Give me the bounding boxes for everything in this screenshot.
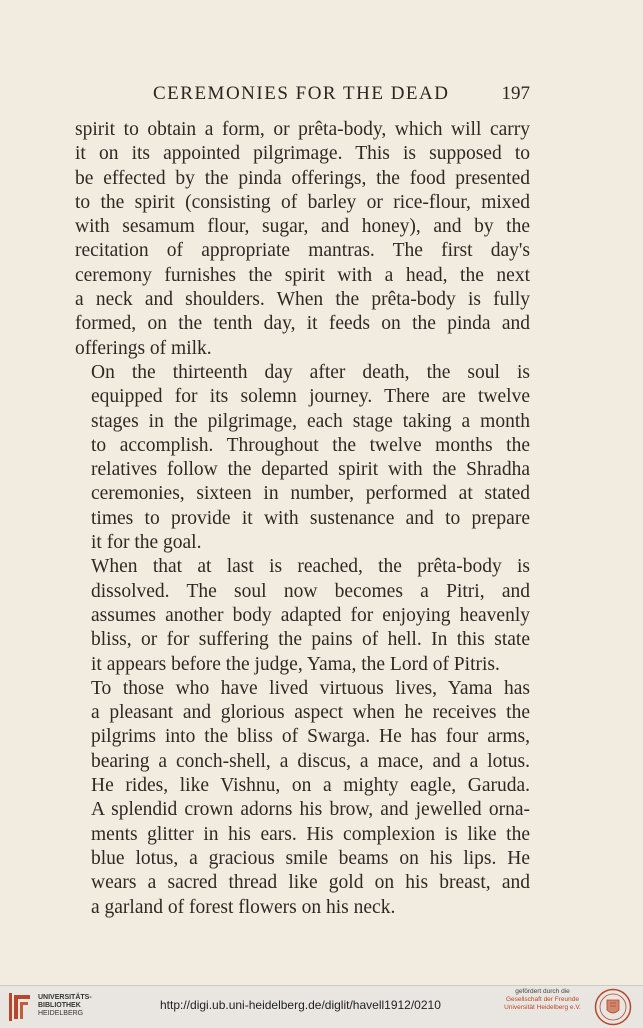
text-line: it for the goal. (91, 532, 202, 554)
text-line: to accomplish. Throughout the twelve months the (91, 434, 530, 456)
text-line: formed, on the tenth day, it feeds on the pinda and (75, 313, 530, 335)
text-line: blue lotus, a gracious smile beams on his lips. He (91, 847, 530, 869)
text-line: assumes another body adapted for enjoying heavenly (91, 604, 530, 626)
text-line: recitation of appropriate mantras. The first day's (75, 240, 530, 262)
library-name-line: BIBLIOTHEK (38, 1002, 81, 1009)
library-name-line: HEIDELBERG (38, 1010, 84, 1017)
text-line: dissolved. The soul now becomes a Pitri, and (91, 580, 530, 602)
paragraph-1 (75, 118, 530, 361)
sponsor-credit (495, 988, 590, 1012)
library-logo-icon (8, 991, 34, 1023)
text-line: stages in the pilgrimage, each stage taking a month (91, 410, 530, 432)
page-header (75, 80, 530, 110)
text-line: offerings of milk. (75, 337, 212, 359)
permalink-url[interactable]: http://digi.ub.uni-heidelberg.de/diglit/havell1912/0210 (160, 998, 441, 1012)
text-line: be effected by the pinda offerings, the food presented (75, 167, 530, 189)
text-line: it appears before the judge, Yama, the Lord of Pitris. (91, 653, 500, 675)
sponsor-line: Gesellschaft der Freunde (506, 996, 579, 1003)
text-line: ceremony furnishes the spirit with a head, the next (75, 264, 530, 286)
text-line: On the thirteenth day after death, the soul is (91, 361, 530, 383)
text-line: bearing a conch-shell, a discus, a mace, and a lotus. (91, 750, 530, 772)
text-line: wears a sacred thread like gold on his breast, and (91, 872, 530, 894)
library-name (38, 994, 92, 1018)
text-line: equipped for its solemn journey. There are twelve (91, 386, 530, 408)
body-text (75, 118, 530, 920)
text-line: a neck and shoulders. When the prêta-body is fully (75, 289, 530, 311)
text-line: it on its appointed pilgrimage. This is supposed to (75, 143, 530, 165)
text-line: bliss, or for suffering the pains of hell. In this state (91, 629, 530, 651)
library-name-line: UNIVERSITÄTS- (38, 994, 92, 1001)
sponsor-line: gefördert durch die (515, 988, 570, 995)
university-seal-icon (594, 988, 632, 1026)
text-line: ments glitter in his ears. His complexion is like the (91, 823, 530, 845)
running-head: CEREMONIES FOR THE DEAD (153, 83, 450, 104)
paragraph-2 (75, 361, 530, 555)
text-line: times to provide it with sustenance and to prepare (91, 507, 530, 529)
text-line: He rides, like Vishnu, on a mighty eagle, Garuda. (91, 775, 530, 797)
sponsor-line: Universität Heidelberg e.V. (504, 1004, 581, 1011)
text-line: spirit to obtain a form, or prêta-body, which will carry (75, 119, 530, 140)
text-line: a pleasant and glorious aspect when he receives the (91, 702, 530, 724)
text-line: When that at last is reached, the prêta-body is (91, 556, 530, 578)
text-line: to the spirit (consisting of barley or rice-flour, mixed (75, 191, 530, 213)
page-number: 197 (501, 83, 530, 104)
viewer-footer (0, 985, 643, 1028)
text-line: relatives follow the departed spirit with the Shradha (91, 459, 530, 481)
paragraph-4 (75, 677, 530, 920)
text-line: pilgrims into the bliss of Swarga. He has four arms, (91, 726, 530, 748)
text-line: with sesamum flour, sugar, and honey), and by the (75, 216, 530, 238)
text-line: ceremonies, sixteen in number, performed at stated (91, 483, 530, 505)
paragraph-3 (75, 555, 530, 676)
text-line: To those who have lived virtuous lives, Yama has (91, 677, 530, 699)
text-line: a garland of forest flowers on his neck. (91, 896, 396, 918)
text-line: A splendid crown adorns his brow, and jewelled orna- (91, 799, 530, 821)
